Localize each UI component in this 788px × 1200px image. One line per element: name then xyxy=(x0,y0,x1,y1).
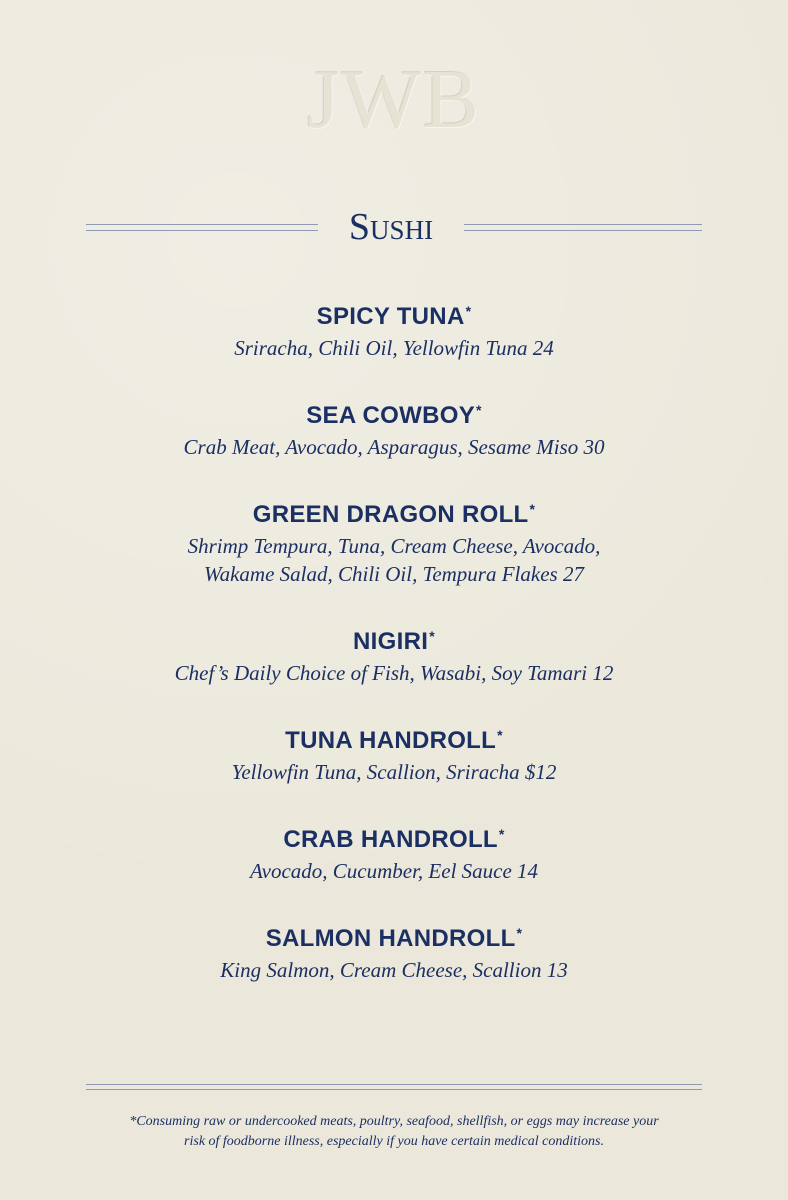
item-description: Chef’s Daily Choice of Fish, Wasabi, Soy Tamari 12 xyxy=(174,661,614,685)
menu-item-sea-cowboy xyxy=(0,393,788,461)
item-name: SEA COWBOY* xyxy=(306,402,482,429)
item-name: SALMON HANDROLL* xyxy=(265,925,523,952)
menu-item-crab-handroll xyxy=(0,817,788,885)
item-description: Crab Meat, Avocado, Asparagus, Sesame Miso 30 xyxy=(183,435,605,459)
food-safety-disclaimer: *Consuming raw or undercooked meats, poultry, seafood, shellfish, or eggs may increase your risk of foodborne illness, especially if you have certain medical conditions. xyxy=(129,1114,659,1149)
raw-warning-mark: * xyxy=(497,727,503,743)
raw-warning-mark: * xyxy=(498,826,505,842)
jwb-monogram-logo: JWB xyxy=(307,53,481,146)
raw-warning-mark: * xyxy=(429,628,435,644)
item-description: Avocado, Cucumber, Eel Sauce 14 xyxy=(249,859,539,883)
item-description: Yellowfin Tuna, Scallion, Sriracha $12 xyxy=(231,760,557,784)
item-description: King Salmon, Cream Cheese, Scallion 13 xyxy=(220,958,568,982)
section-header xyxy=(86,205,702,249)
menu-item-green-dragon-roll xyxy=(0,492,788,588)
raw-warning-mark: * xyxy=(476,402,482,418)
item-name: GREEN DRAGON ROLL* xyxy=(252,501,536,528)
item-name: TUNA HANDROLL* xyxy=(285,727,503,754)
item-name: SPICY TUNA* xyxy=(316,303,472,330)
menu-item-nigiri xyxy=(0,619,788,687)
item-description: Shrimp Tempura, Tuna, Cream Cheese, Avocado, Wakame Salad, Chili Oil, Tempura Flakes 27 xyxy=(187,534,601,586)
menu-item-salmon-handroll xyxy=(0,916,788,984)
item-description: Sriracha, Chili Oil, Yellowfin Tuna 24 xyxy=(234,336,554,360)
item-name: NIGIRI* xyxy=(353,628,435,655)
raw-warning-mark: * xyxy=(529,501,536,517)
menu-items-list xyxy=(0,294,788,984)
section-title: Sushi xyxy=(348,206,434,248)
menu-item-tuna-handroll xyxy=(0,718,788,786)
raw-warning-mark: * xyxy=(465,303,472,319)
menu-item-spicy-tuna xyxy=(0,294,788,362)
item-name: CRAB HANDROLL* xyxy=(283,826,505,853)
header-rule-left xyxy=(86,224,318,231)
footer-rule xyxy=(86,1084,702,1090)
raw-warning-mark: * xyxy=(516,925,523,941)
header-rule-right xyxy=(464,224,702,231)
